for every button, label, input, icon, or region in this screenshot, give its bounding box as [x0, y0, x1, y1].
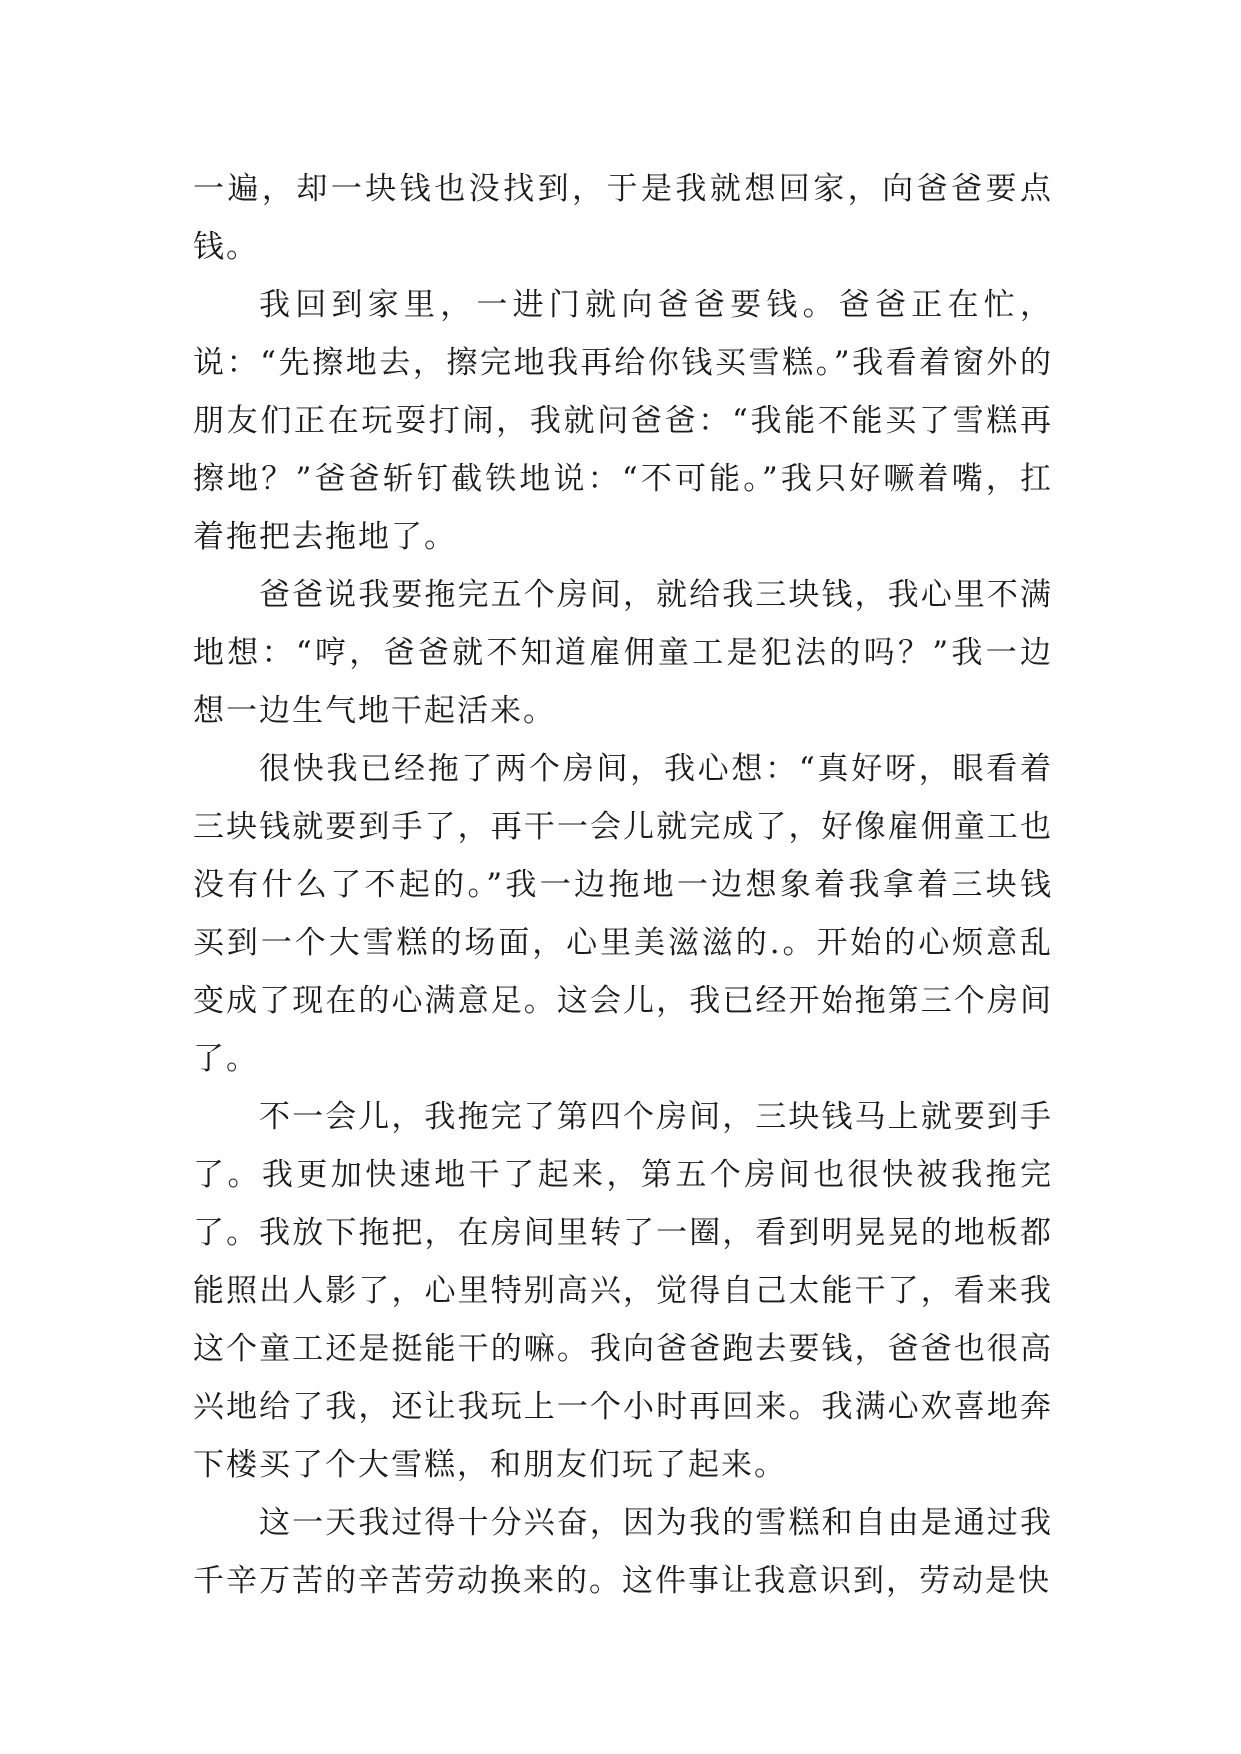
- paragraph-1: 一遍，却一块钱也没找到，于是我就想回家，向爸爸要点钱。: [193, 171, 1053, 265]
- paragraph-4: 很快我已经拖了两个房间，我心想：“真好呀，眼看着三块钱就要到手了，再干一会儿就完成了，好像雇佣童工也没有什么了不起的。”我一边拖地一边想象着我拿着三块钱买到一个大雪糕的场面，心里美滋滋的.。开始的心烦意乱变成了现在的心满意足。这会儿，我已经开始拖第三个房间了。: [193, 751, 1053, 1077]
- paragraph-3: 爸爸说我要拖完五个房间，就给我三块钱，我心里不满地想：“哼，爸爸就不知道雇佣童工是犯法的吗？”我一边想一边生气地干起活来。: [193, 577, 1053, 729]
- document-body: [193, 160, 1053, 1610]
- paragraph-2: 我回到家里，一进门就向爸爸要钱。爸爸正在忙，说：“先擦地去，擦完地我再给你钱买雪糕。”我看着窗外的朋友们正在玩耍打闹，我就问爸爸：“我能不能买了雪糕再擦地？”爸爸斩钉截铁地说：“不可能。”我只好噘着嘴，扛着拖把去拖地了。: [193, 287, 1053, 555]
- paragraph-6: 这一天我过得十分兴奋，因为我的雪糕和自由是通过我千辛万苦的辛苦劳动换来的。这件事让我意识到，劳动是快: [193, 1505, 1053, 1599]
- paragraph-5: 不一会儿，我拖完了第四个房间，三块钱马上就要到手了。我更加快速地干了起来，第五个房间也很快被我拖完了。我放下拖把，在房间里转了一圈，看到明晃晃的地板都能照出人影了，心里特别高兴，觉得自己太能干了，看来我这个童工还是挺能干的嘛。我向爸爸跑去要钱，爸爸也很高兴地给了我，还让我玩上一个小时再回来。我满心欢喜地奔下楼买了个大雪糕，和朋友们玩了起来。: [193, 1099, 1053, 1483]
